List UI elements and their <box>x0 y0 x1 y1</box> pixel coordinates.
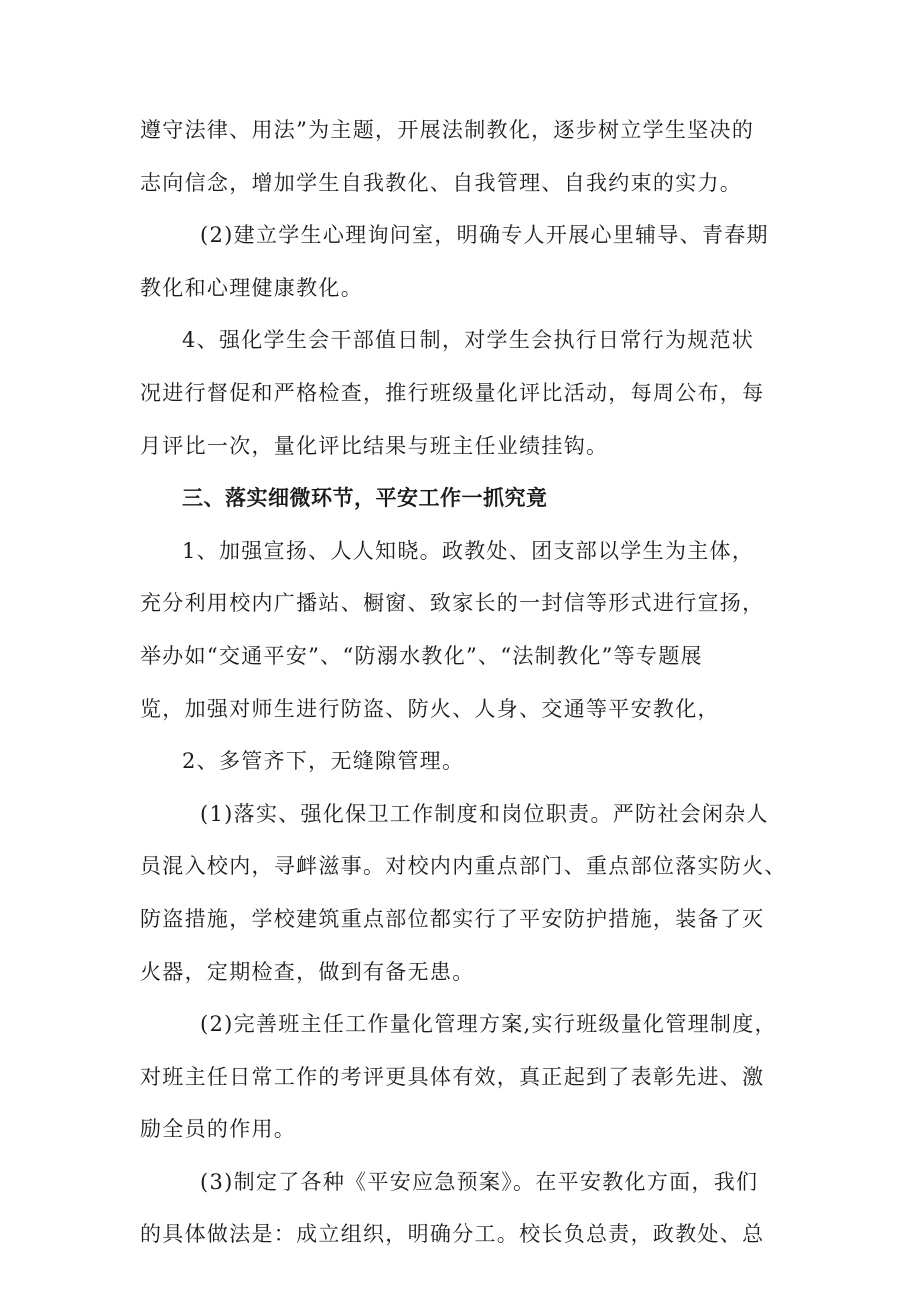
body-line: (2)建立学生心理询问室，明确专人开展心里辅导、青春期 <box>200 223 769 248</box>
body-line: 员混入校内，寻衅滋事。对校内内重点部门、重点部位落实防火、 <box>140 854 787 879</box>
document-body <box>140 104 790 1261</box>
body-line: 1、加强宣扬、人人知晓。政教处、团支部以学生为主体， <box>182 538 755 563</box>
body-line: 火器，定期检查，做到有备无患。 <box>140 959 475 984</box>
section-heading: 三、落实细微环节，平安工作一抓究竟 <box>182 486 548 511</box>
body-line: 览，加强对师生进行防盗、防火、人身、交通等平安教化， <box>140 696 720 721</box>
body-line: 的具体做法是：成立组织，明确分工。校长负总责，政教处、总 <box>140 1222 765 1247</box>
body-line: (3)制定了各种《平安应急预案》。在平安教化方面，我们 <box>200 1169 759 1194</box>
body-line: 况进行督促和严格检查，推行班级量化评比活动，每周公布，每 <box>140 380 765 405</box>
body-line: 2、多管齐下，无缝隙管理。 <box>182 749 465 774</box>
body-line: (2)完善班主任工作量化管理方案,实行班级量化管理制度， <box>200 1012 777 1037</box>
body-line: 励全员的作用。 <box>140 1117 297 1142</box>
body-line: 充分利用校内广播站、橱窗、致家长的一封信等形式进行宣扬， <box>140 591 765 616</box>
body-line: 月评比一次，量化评比结果与班主任业绩挂钩。 <box>140 433 609 458</box>
body-line: 4、强化学生会干部值日制，对学生会执行日常行为规范状 <box>182 328 755 353</box>
body-line: 举办如“交通平安”、“防溺水教化”、“法制教化”等专题展 <box>140 643 703 668</box>
body-line: 教化和心理健康教化。 <box>140 275 363 300</box>
body-line: (1)落实、强化保卫工作制度和岗位职责。严防社会闲杂人 <box>200 801 769 826</box>
body-line: 防盗措施，学校建筑重点部位都实行了平安防护措施，装备了灭 <box>140 906 765 931</box>
body-line: 志向信念，增加学生自我教化、自我管理、自我约束的实力。 <box>140 170 743 195</box>
body-line: 对班主任日常工作的考评更具体有效，真正起到了表彰先进、激 <box>140 1064 765 1089</box>
body-line: 遵守法律、用法”为主题，开展法制教化，逐步树立学生坚决的 <box>140 118 755 142</box>
